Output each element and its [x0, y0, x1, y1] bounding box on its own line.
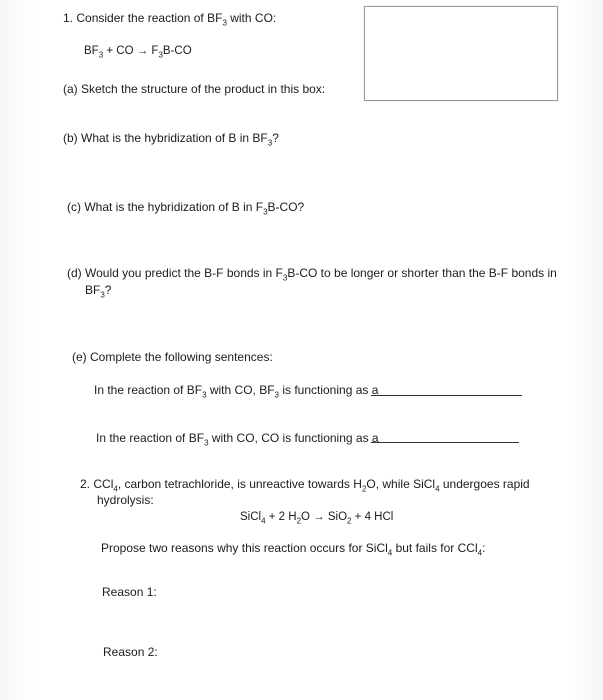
reason-2-label: Reason 2:: [103, 645, 158, 659]
q1-sentence-1: In the reaction of $BF_3$ with CO, $BF_3$ is functioning as a: [94, 383, 379, 400]
q1-part-d-continued: $BF_3$?: [85, 283, 112, 300]
q1-number: 1.: [63, 11, 74, 25]
q1-reaction: $BF_3$ + CO → $F_3B-CO$: [84, 45, 192, 60]
q1-part-d: (d) Would you predict the B-F bonds in $F_3B-CO$ to be longer or shorter than the B-F bonds in: [67, 266, 557, 283]
q2-intro: 2. CCl$_4$, carbon tetrachloride, is unreactive towards $H_2O$, while SiCl$_4$ undergoes rapid: [80, 477, 530, 494]
q2-equation: SiCl$_4$ + 2 $H_2O \to SiO_2 + 4$ HCl: [240, 511, 394, 526]
q2-intro-continued: hydrolysis:: [97, 493, 154, 507]
reason-1-label: Reason 1:: [102, 585, 157, 599]
q1-part-b: (b) What is the hybridization of B in $BF_3$?: [63, 131, 279, 148]
q1-intro: 1. Consider the reaction of $BF_3$ with CO:: [63, 11, 277, 28]
q1-part-c: (c) What is the hybridization of B in $F_3B-CO$?: [67, 200, 305, 217]
q1-sentence-2: In the reaction of $BF_3$ with CO, CO is functioning as a: [96, 431, 379, 448]
sketch-answer-box[interactable]: [364, 6, 558, 101]
q2-propose: Propose two reasons why this reaction occurs for SiCl$_4$ but fails for CCl$_4$:: [101, 541, 486, 558]
sentence-2-blank[interactable]: [371, 442, 519, 443]
q1-part-e: (e) Complete the following sentences:: [72, 350, 273, 364]
q1-part-a: (a) Sketch the structure of the product in this box:: [63, 82, 326, 96]
q2-number: 2.: [80, 477, 91, 491]
sentence-1-blank[interactable]: [371, 395, 522, 396]
